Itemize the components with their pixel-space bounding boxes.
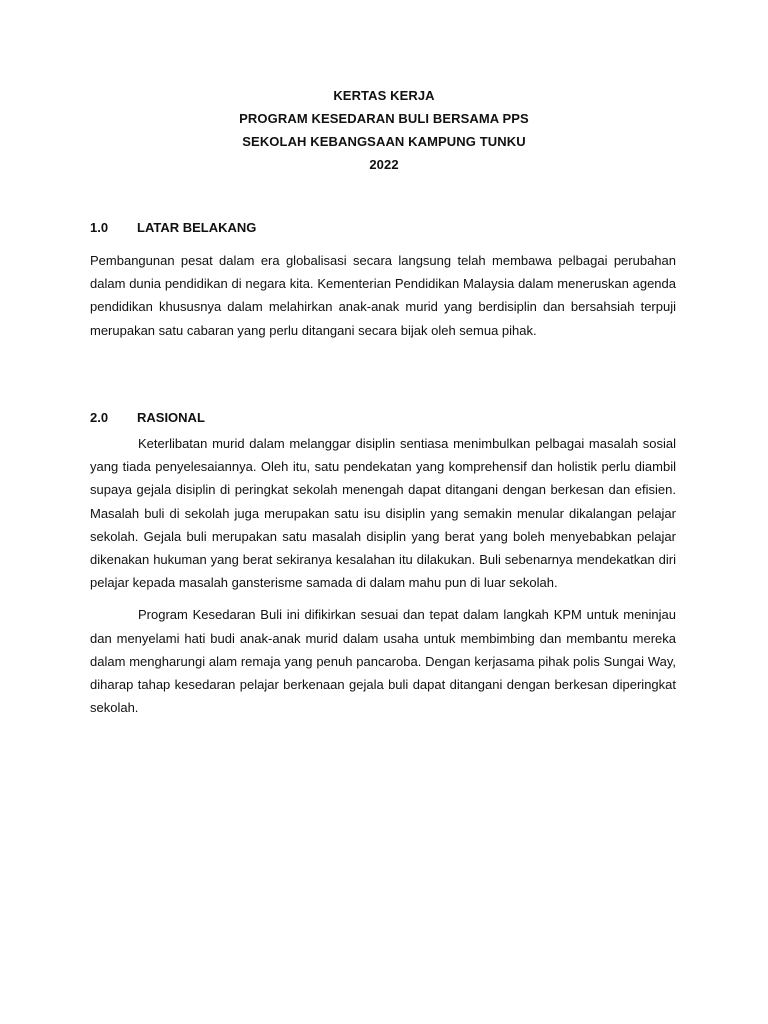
section-title: LATAR BELAKANG xyxy=(137,220,257,235)
title-program-name: PROGRAM KESEDARAN BULI BERSAMA PPS xyxy=(239,111,529,126)
section-heading xyxy=(90,410,676,426)
title-school-name: SEKOLAH KEBANGSAAN KAMPUNG TUNKU xyxy=(242,134,526,149)
section-number: 2.0 xyxy=(90,410,109,425)
title-kertas-kerja: KERTAS KERJA xyxy=(333,88,435,103)
section-paragraph: Pembangunan pesat dalam era globalisasi secara langsung telah membawa pelbagai perubahan dalam dunia pendidikan di negara kita. Kementerian Pendidikan Malaysia dalam meneruskan agenda pendidikan khususnya dalam melahirkan anak-anak murid yang berdisiplin dan bersahsiah terpuji merupakan satu cabaran yang perlu ditangani secara bijak oleh semua pihak. xyxy=(90,253,676,338)
section-rasional xyxy=(90,410,676,719)
section-latar-belakang xyxy=(90,220,676,342)
title-year: 2022 xyxy=(369,157,399,172)
section-paragraph: Program Kesedaran Buli ini difikirkan sesuai dan tepat dalam langkah KPM untuk meninjau dan menyelami hati budi anak-anak murid dalam usaha untuk membimbing dan membantu mereka dalam mengharungi alam remaja yang penuh pancaroba. Dengan kerjasama pihak polis Sungai Way, diharap tahap kesedaran pelajar berkenaan gejala buli dapat ditangani dengan berkesan diperingkat sekolah. xyxy=(90,607,676,716)
section-heading xyxy=(90,220,676,236)
section-number: 1.0 xyxy=(90,220,109,235)
section-paragraph: Keterlibatan murid dalam melanggar disiplin sentiasa menimbulkan pelbagai masalah sosial yang tiada penyelesaiannya. Oleh itu, satu pendekatan yang komprehensif dan holistik perlu diambil supaya gejala disiplin di peringkat sekolah menengah dapat ditangani dengan berkesan dan efisien. Masalah buli di sekolah juga merupakan satu isu disiplin yang semakin menular dikalangan pelajar sekolah. Gejala buli merupakan satu masalah disiplin yang berat yang boleh menyebabkan pelajar dikenakan hukuman yang berat sekiranya kesalahan itu dilakukan. Buli sebenarnya mendekatkan diri pelajar kepada masalah gansterisme samada di dalam mahu pun di luar sekolah. xyxy=(90,436,676,591)
section-title: RASIONAL xyxy=(137,410,205,425)
document-title-block xyxy=(90,84,678,176)
